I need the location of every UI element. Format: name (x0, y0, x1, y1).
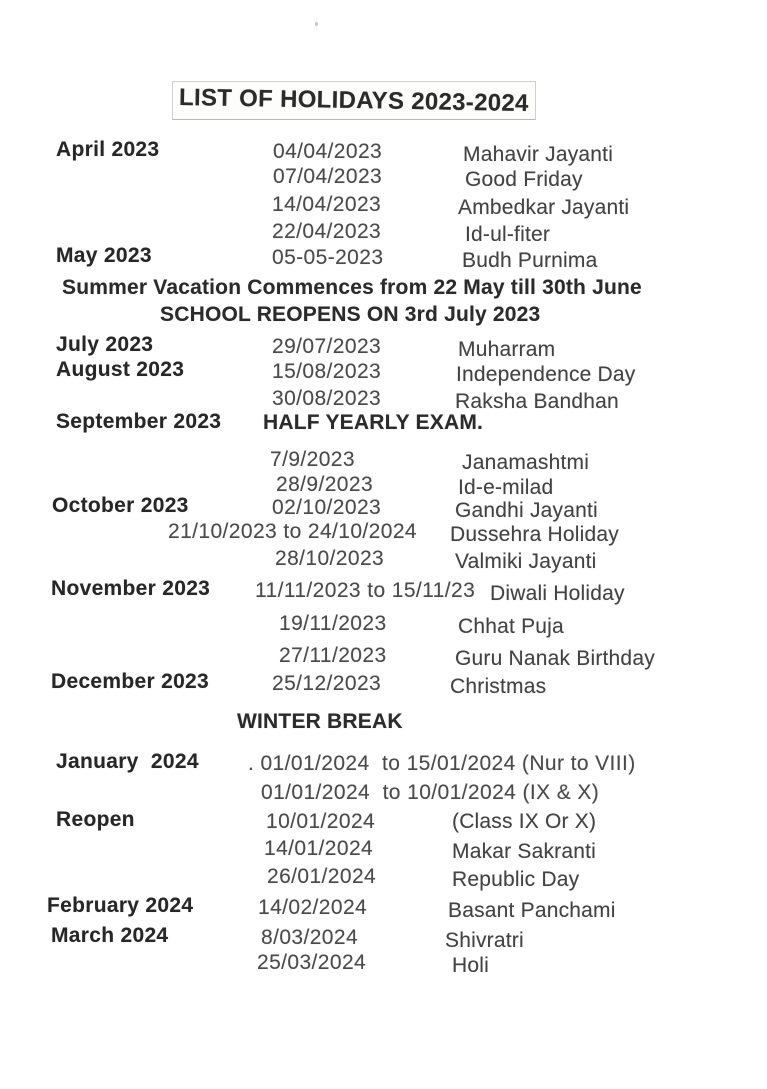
holiday-name: Id-ul-fiter (465, 223, 551, 246)
date-text: . 01/01/2024 to 15/01/2024 (Nur to VIII) (248, 752, 636, 775)
holiday-name: Shivratri (445, 929, 524, 952)
holiday-name: Janamashtmi (462, 451, 590, 474)
holiday-name: Holi (452, 954, 489, 977)
notice-row (0, 710, 767, 740)
date-text: 14/04/2023 (272, 193, 382, 216)
holiday-name: Valmiki Jayanti (455, 550, 597, 573)
month-label: September 2023 (56, 410, 222, 433)
holiday-row (0, 895, 767, 925)
date-text: 07/04/2023 (273, 165, 383, 188)
date-text: 14/02/2024 (258, 896, 368, 919)
holiday-name: Good Friday (465, 168, 583, 191)
date-text: 05-05-2023 (272, 246, 384, 269)
month-label: July 2023 (56, 333, 154, 356)
holiday-row (0, 780, 767, 810)
holiday-name: Budh Purnima (462, 249, 598, 272)
date-text: 8/03/2024 (261, 926, 359, 949)
holiday-name: Makar Sakranti (452, 840, 597, 863)
holiday-row (0, 245, 767, 275)
date-text: 30/08/2023 (272, 387, 382, 410)
date-text: 14/01/2024 (264, 837, 374, 860)
date-text: 7/9/2023 (270, 448, 355, 471)
date-text: 01/01/2024 to 10/01/2024 (IX & X) (261, 781, 600, 804)
date-text: 25/12/2023 (272, 672, 382, 695)
holiday-row (0, 411, 767, 441)
month-label: February 2024 (47, 894, 194, 917)
holiday-name: Ambedkar Jayanti (458, 196, 630, 219)
title-box (172, 81, 536, 120)
holiday-row (0, 519, 767, 549)
school-reopens-notice: SCHOOL REOPENS ON 3rd July 2023 (160, 303, 541, 326)
date-text: 25/03/2024 (257, 951, 367, 974)
half-yearly-exam-note: HALF YEARLY EXAM. (263, 411, 484, 434)
month-label: November 2023 (51, 577, 211, 600)
holiday-name: Diwali Holiday (490, 582, 625, 605)
date-text: 22/04/2023 (272, 220, 382, 243)
month-label: December 2023 (51, 670, 210, 693)
holiday-row (0, 751, 767, 781)
date-text: 15/08/2023 (272, 360, 382, 383)
holiday-name: Christmas (450, 675, 547, 698)
holiday-row (0, 578, 767, 608)
holiday-row (0, 643, 767, 673)
scan-speck (315, 22, 318, 26)
date-text: 11/11/2023 to 15/11/23 (255, 579, 476, 602)
date-text: 19/11/2023 (279, 612, 387, 635)
holiday-row (0, 164, 767, 194)
date-text: 10/01/2024 (266, 810, 376, 833)
holiday-name: (Class IX Or X) (452, 810, 597, 833)
date-text: 02/10/2023 (272, 496, 382, 519)
winter-break-notice: WINTER BREAK (237, 710, 403, 733)
month-label: October 2023 (52, 494, 189, 517)
holiday-name: Mahavir Jayanti (463, 143, 614, 166)
holiday-name: Id-e-milad (458, 476, 554, 499)
holiday-row (0, 359, 767, 389)
date-text: 04/04/2023 (273, 140, 383, 163)
holiday-name: Gandhi Jayanti (455, 499, 598, 522)
holiday-row (0, 611, 767, 641)
month-label: Reopen (56, 808, 135, 831)
holiday-name: Dussehra Holiday (450, 523, 619, 546)
month-label: January 2024 (56, 750, 199, 773)
holiday-row (0, 864, 767, 894)
holiday-row (0, 546, 767, 576)
holiday-name: Chhat Puja (458, 615, 564, 638)
date-text: 21/10/2023 to 24/10/2024 (168, 520, 417, 543)
month-label: March 2024 (51, 924, 169, 947)
date-text: 29/07/2023 (272, 335, 382, 358)
page-title: LIST OF HOLIDAYS 2023-2024 (178, 83, 530, 117)
holiday-name: Basant Panchami (448, 899, 616, 922)
notice-row (0, 303, 767, 333)
month-label: May 2023 (56, 244, 152, 267)
date-text: 26/01/2024 (267, 865, 377, 888)
summer-vacation-notice: Summer Vacation Commences from 22 May till 30th June (62, 276, 642, 299)
holiday-row (0, 950, 767, 980)
holiday-name: Independence Day (456, 363, 636, 386)
holiday-name: Muharram (458, 338, 556, 361)
holiday-name: Guru Nanak Birthday (455, 647, 655, 670)
date-text: 28/9/2023 (276, 473, 374, 496)
month-label: August 2023 (56, 358, 185, 381)
date-text: 27/11/2023 (279, 644, 387, 667)
holiday-row (0, 192, 767, 222)
holiday-row (0, 836, 767, 866)
holiday-name: Republic Day (452, 868, 580, 891)
date-text: 28/10/2023 (275, 547, 385, 570)
notice-row (0, 276, 767, 306)
holiday-name: Raksha Bandhan (455, 390, 619, 413)
month-label: April 2023 (56, 138, 160, 161)
holiday-row (0, 671, 767, 701)
holiday-row (0, 809, 767, 839)
